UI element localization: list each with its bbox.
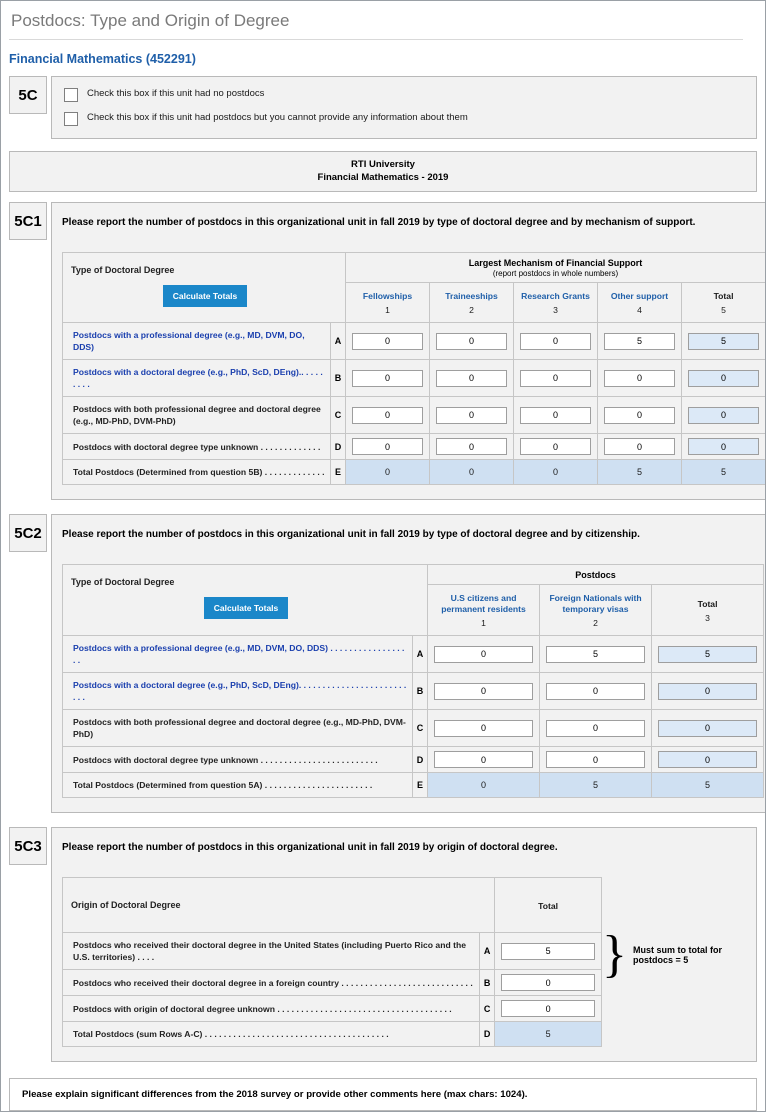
table-row bbox=[63, 397, 766, 434]
table-5c3-left-header: Origin of Doctoral Degree bbox=[71, 900, 181, 910]
row-letter-5c1-b: B bbox=[331, 360, 346, 397]
table-row bbox=[63, 710, 764, 747]
section-5c-panel bbox=[51, 76, 757, 139]
table-5c1-group-header bbox=[346, 253, 766, 283]
institution-name: RTI University bbox=[351, 159, 415, 170]
checkbox-no-info[interactable] bbox=[64, 112, 78, 126]
cell-5c1-d4[interactable] bbox=[598, 434, 682, 460]
table-row bbox=[63, 673, 764, 710]
cell-5c2-b1[interactable] bbox=[428, 673, 540, 710]
comments-label: Please explain significant differences from the 2018 survey or provide other comments here (max chars: 1024). bbox=[22, 1089, 528, 1100]
table-5c1-group-header-row bbox=[63, 253, 766, 283]
col-header-us-citizens: U.S citizens and permanent residents 1 bbox=[428, 585, 540, 636]
input-5c2-d2[interactable] bbox=[546, 751, 645, 768]
input-5c1-d3[interactable] bbox=[520, 438, 591, 455]
input-5c1-c1[interactable] bbox=[352, 407, 423, 424]
total-5c1-e5: 5 bbox=[682, 460, 766, 485]
table-row bbox=[63, 933, 602, 970]
input-5c2-a-total bbox=[658, 646, 757, 663]
row-label-5c3-c: Postdocs with origin of doctoral degree unknown . . . . . . . . . . . . . . . . . . . . . . . . . . . . . . . . . . . . . bbox=[63, 996, 480, 1022]
input-5c1-c2[interactable] bbox=[436, 407, 507, 424]
table-5c1-left-header: Type of Doctoral Degree bbox=[71, 264, 175, 275]
row-letter-5c2-a: A bbox=[413, 636, 428, 673]
row-label-5c1-d: Postdocs with doctoral degree type unknown . . . . . . . . . . . . . bbox=[63, 434, 331, 460]
calculate-totals-button-5c2[interactable]: Calculate Totals bbox=[204, 597, 289, 619]
cell-5c1-d3[interactable] bbox=[514, 434, 598, 460]
question-5c1-panel bbox=[51, 202, 766, 500]
row-letter-5c2-b: B bbox=[413, 673, 428, 710]
col-header-traineeships: Traineeships 2 bbox=[430, 283, 514, 323]
cell-5c1-d2[interactable] bbox=[430, 434, 514, 460]
cell-5c1-b3[interactable] bbox=[514, 360, 598, 397]
input-5c3-c[interactable] bbox=[501, 1000, 595, 1017]
row-label-5c2-d: Postdocs with doctoral degree type unknown . . . . . . . . . . . . . . . . . . . . . . . . . bbox=[63, 747, 413, 773]
row-label-5c1-c: Postdocs with both professional degree and doctoral degree (e.g., MD-PhD, DVM-PhD) bbox=[63, 397, 331, 434]
row-label-5c2-e: Total Postdocs (Determined from question 5A) . . . . . . . . . . . . . . . . . . . . . . . bbox=[63, 773, 413, 798]
input-5c3-a[interactable] bbox=[501, 943, 595, 960]
cell-5c1-a3[interactable] bbox=[514, 323, 598, 360]
input-5c1-a3[interactable] bbox=[520, 333, 591, 350]
no-postdocs-row[interactable] bbox=[64, 87, 746, 102]
row-letter-5c2-c: C bbox=[413, 710, 428, 747]
col-header-total-5c2: Total 3 bbox=[652, 585, 764, 636]
cell-5c1-c5 bbox=[682, 397, 766, 434]
table-total-row bbox=[63, 1022, 602, 1047]
table-5c1 bbox=[62, 252, 766, 485]
input-5c2-a2[interactable] bbox=[546, 646, 645, 663]
row-label-5c2-c: Postdocs with both professional degree and doctoral degree (e.g., MD-PhD, DVM-PhD) bbox=[63, 710, 413, 747]
brace-decoration: } bbox=[602, 926, 627, 983]
input-5c2-c-total bbox=[658, 720, 757, 737]
row-label-5c2-a: Postdocs with a professional degree (e.g., MD, DVM, DO, DDS) . . . . . . . . . . . . . . . . . . bbox=[63, 636, 413, 673]
cell-5c2-d1[interactable] bbox=[428, 747, 540, 773]
badge-5c2: 5C2 bbox=[9, 514, 47, 552]
cell-5c1-c4[interactable] bbox=[598, 397, 682, 434]
input-5c1-c-total bbox=[688, 407, 759, 424]
col-header-total: Total 5 bbox=[682, 283, 766, 323]
table-5c2-left-header: Type of Doctoral Degree bbox=[71, 577, 175, 587]
col-header-research-grants: Research Grants 3 bbox=[514, 283, 598, 323]
row-letter-5c3-b: B bbox=[479, 970, 494, 996]
input-5c2-d1[interactable] bbox=[434, 751, 533, 768]
question-5c3-text: Please report the number of postdocs in this organizational unit in fall 2019 by origin of doctoral degree. bbox=[62, 842, 558, 853]
col-header-other-support: Other support 4 bbox=[598, 283, 682, 323]
table-total-row bbox=[63, 773, 764, 798]
row-letter-5c1-e: E bbox=[331, 460, 346, 485]
input-5c1-b3[interactable] bbox=[520, 370, 591, 387]
table-5c1-group-header-label: Largest Mechanism of Financial Support bbox=[468, 258, 643, 268]
cell-5c2-a2[interactable] bbox=[540, 636, 652, 673]
badge-5c3: 5C3 bbox=[9, 827, 47, 865]
row-label-5c3-a: Postdocs who received their doctoral degree in the United States (including Puerto Rico and the U.S. territories) . . . . bbox=[63, 933, 480, 970]
total-5c3-d: 5 bbox=[495, 1022, 602, 1047]
table-row bbox=[63, 747, 764, 773]
cell-5c1-a5 bbox=[682, 323, 766, 360]
checkbox-no-info-label: Check this box if this unit had postdocs but you cannot provide any information about them bbox=[87, 112, 468, 123]
cell-5c1-b2[interactable] bbox=[430, 360, 514, 397]
question-5c1-text: Please report the number of postdocs in this organizational unit in fall 2019 by type of doctoral degree and by mechanism of support. bbox=[62, 217, 696, 228]
table-row bbox=[63, 323, 766, 360]
checkbox-no-postdocs[interactable] bbox=[64, 88, 78, 102]
input-5c3-b[interactable] bbox=[501, 974, 595, 991]
comments-box[interactable] bbox=[9, 1078, 757, 1111]
cell-5c2-b2[interactable] bbox=[540, 673, 652, 710]
question-5c2-panel bbox=[51, 514, 766, 813]
input-5c2-d-total bbox=[658, 751, 757, 768]
input-5c1-b-total bbox=[688, 370, 759, 387]
table-5c2-group-header: Postdocs bbox=[428, 565, 764, 585]
cell-5c1-c1[interactable] bbox=[346, 397, 430, 434]
cell-5c1-d1[interactable] bbox=[346, 434, 430, 460]
cell-5c3-b[interactable] bbox=[495, 970, 602, 996]
table-5c3-header-row bbox=[63, 878, 602, 933]
cell-5c2-d2[interactable] bbox=[540, 747, 652, 773]
cell-5c1-a2[interactable] bbox=[430, 323, 514, 360]
question-5c2 bbox=[9, 514, 757, 813]
row-letter-5c1-a: A bbox=[331, 323, 346, 360]
input-5c2-b2[interactable] bbox=[546, 683, 645, 700]
question-5c3 bbox=[9, 827, 757, 1062]
section-5c bbox=[9, 76, 757, 139]
input-5c1-c3[interactable] bbox=[520, 407, 591, 424]
table-5c2-left-header-cell bbox=[63, 565, 428, 636]
institution-unit-year: Financial Mathematics - 2019 bbox=[317, 172, 449, 183]
col-header-foreign-nationals: Foreign Nationals with temporary visas 2 bbox=[540, 585, 652, 636]
checkbox-no-postdocs-label: Check this box if this unit had no postdocs bbox=[87, 88, 265, 99]
cell-5c2-d3 bbox=[652, 747, 764, 773]
input-5c1-a-total bbox=[688, 333, 759, 350]
row-label-5c2-b: Postdocs with a doctoral degree (e.g., PhD, ScD, DEng). . . . . . . . . . . . . . . . . . . . . . . . . . bbox=[63, 673, 413, 710]
table-5c1-group-subheader: (report postdocs in whole numbers) bbox=[492, 269, 619, 278]
row-label-5c3-b: Postdocs who received their doctoral degree in a foreign country . . . . . . . . . . . . . . . . . . . . . . . . . . . . bbox=[63, 970, 480, 996]
cell-5c1-c3[interactable] bbox=[514, 397, 598, 434]
cell-5c1-d5 bbox=[682, 434, 766, 460]
input-5c1-d4[interactable] bbox=[604, 438, 675, 455]
cell-5c1-a1[interactable] bbox=[346, 323, 430, 360]
cell-5c1-a4[interactable] bbox=[598, 323, 682, 360]
input-5c1-d2[interactable] bbox=[436, 438, 507, 455]
page-title: Postdocs: Type and Origin of Degree bbox=[11, 11, 290, 30]
cell-5c1-b5 bbox=[682, 360, 766, 397]
cell-5c2-b3 bbox=[652, 673, 764, 710]
question-5c3-panel bbox=[51, 827, 757, 1062]
cell-5c1-b1[interactable] bbox=[346, 360, 430, 397]
cell-5c3-a[interactable] bbox=[495, 933, 602, 970]
input-5c2-c1[interactable] bbox=[434, 720, 533, 737]
input-5c1-c4[interactable] bbox=[604, 407, 675, 424]
table-5c2 bbox=[62, 564, 764, 798]
input-5c2-b-total bbox=[658, 683, 757, 700]
input-5c1-b2[interactable] bbox=[436, 370, 507, 387]
input-5c2-b1[interactable] bbox=[434, 683, 533, 700]
question-5c2-text: Please report the number of postdocs in this organizational unit in fall 2019 by type of doctoral degree and by citizenship. bbox=[62, 529, 640, 540]
table-row bbox=[63, 360, 766, 397]
input-5c1-d-total bbox=[688, 438, 759, 455]
total-5c1-e1: 0 bbox=[346, 460, 430, 485]
cell-5c2-c2[interactable] bbox=[540, 710, 652, 747]
cell-5c2-c3 bbox=[652, 710, 764, 747]
row-letter-5c1-d: D bbox=[331, 434, 346, 460]
no-info-row[interactable] bbox=[64, 111, 746, 126]
cell-5c2-a1[interactable] bbox=[428, 636, 540, 673]
total-5c2-e2: 5 bbox=[540, 773, 652, 798]
row-letter-5c2-d: D bbox=[413, 747, 428, 773]
input-5c1-d1[interactable] bbox=[352, 438, 423, 455]
table-5c1-left-header-cell bbox=[63, 253, 346, 323]
row-label-5c1-b: Postdocs with a doctoral degree (e.g., PhD, ScD, DEng).. . . . . . . . . bbox=[63, 360, 331, 397]
col-header-fellowships: Fellowships 1 bbox=[346, 283, 430, 323]
input-5c1-a1[interactable] bbox=[352, 333, 423, 350]
cell-5c1-b4[interactable] bbox=[598, 360, 682, 397]
unit-title: Financial Mathematics (452291) bbox=[9, 52, 196, 66]
cell-5c2-c1[interactable] bbox=[428, 710, 540, 747]
table-5c3 bbox=[62, 877, 602, 1047]
input-5c1-b4[interactable] bbox=[604, 370, 675, 387]
table-5c3-wrap bbox=[62, 863, 746, 1047]
cell-5c1-c2[interactable] bbox=[430, 397, 514, 434]
row-letter-5c3-c: C bbox=[479, 996, 494, 1022]
table-row bbox=[63, 996, 602, 1022]
table-row bbox=[63, 434, 766, 460]
row-label-5c3-d: Total Postdocs (sum Rows A-C) . . . . . . . . . . . . . . . . . . . . . . . . . . . . . . . . . . . . . . . bbox=[63, 1022, 480, 1047]
table-row bbox=[63, 970, 602, 996]
input-5c2-a1[interactable] bbox=[434, 646, 533, 663]
row-letter-5c1-c: C bbox=[331, 397, 346, 434]
total-5c1-e2: 0 bbox=[430, 460, 514, 485]
input-5c1-b1[interactable] bbox=[352, 370, 423, 387]
table-5c3-total-header: Total bbox=[495, 878, 602, 933]
badge-5c: 5C bbox=[9, 76, 47, 114]
table-5c3-left-header-cell bbox=[63, 878, 495, 933]
row-letter-5c3-a: A bbox=[479, 933, 494, 970]
total-5c2-e1: 0 bbox=[428, 773, 540, 798]
cell-5c2-a3 bbox=[652, 636, 764, 673]
calculate-totals-button-5c1[interactable]: Calculate Totals bbox=[163, 285, 248, 307]
table-5c2-group-header-row bbox=[63, 565, 764, 585]
input-5c1-a4[interactable] bbox=[604, 333, 675, 350]
input-5c2-c2[interactable] bbox=[546, 720, 645, 737]
cell-5c3-c[interactable] bbox=[495, 996, 602, 1022]
question-5c1 bbox=[9, 202, 757, 500]
must-sum-note: Must sum to total for postdocs = 5 bbox=[632, 945, 722, 965]
badge-5c1: 5C1 bbox=[9, 202, 47, 240]
input-5c1-a2[interactable] bbox=[436, 333, 507, 350]
row-label-5c1-a: Postdocs with a professional degree (e.g., MD, DVM, DO, DDS) bbox=[63, 323, 331, 360]
table-row bbox=[63, 636, 764, 673]
row-letter-5c2-e: E bbox=[413, 773, 428, 798]
total-5c1-e3: 0 bbox=[514, 460, 598, 485]
table-total-row bbox=[63, 460, 766, 485]
total-5c2-e3: 5 bbox=[652, 773, 764, 798]
institution-header bbox=[9, 151, 757, 192]
row-label-5c1-e: Total Postdocs (Determined from question 5B) . . . . . . . . . . . . . bbox=[63, 460, 331, 485]
row-letter-5c3-d: D bbox=[479, 1022, 494, 1047]
total-5c1-e4: 5 bbox=[598, 460, 682, 485]
